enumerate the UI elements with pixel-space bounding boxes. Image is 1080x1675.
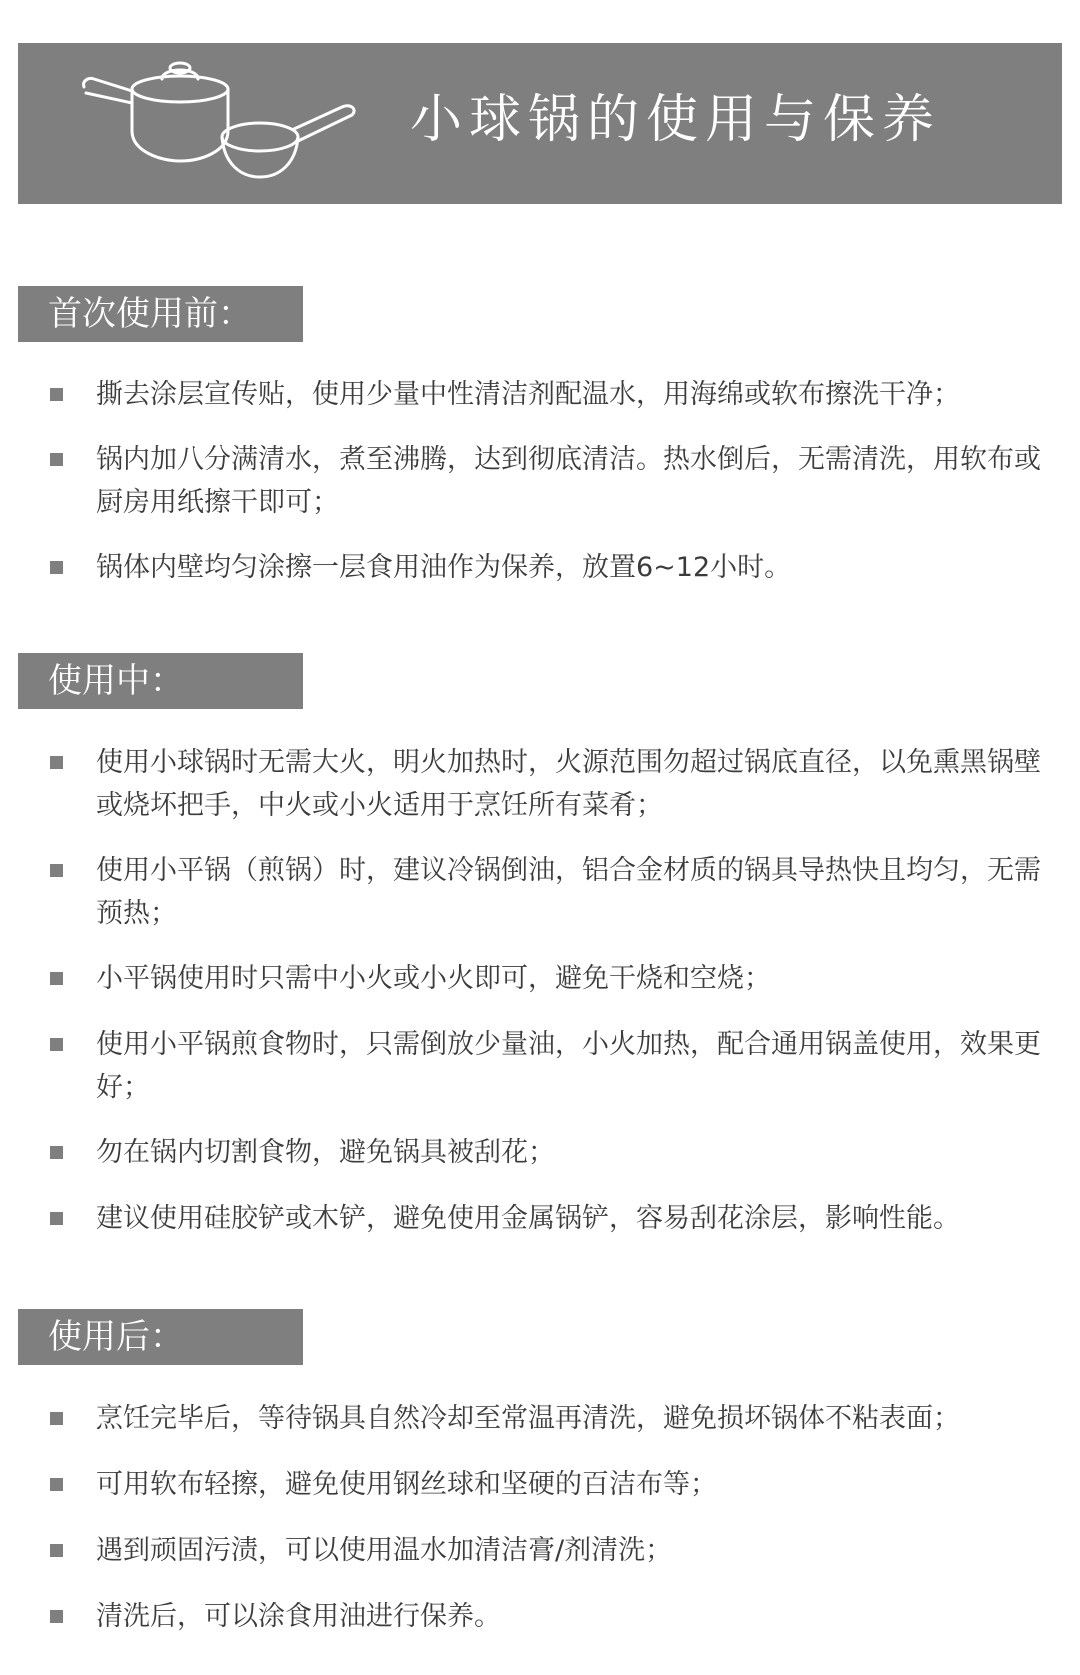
section-before-first-use: [18, 286, 1062, 606]
title-banner: [18, 43, 1062, 204]
square-bullet-icon: [50, 1038, 63, 1051]
list-item: 锅内加八分满清水，煮至沸腾，达到彻底清洁。热水倒后，无需清洗，用软布或厨房用纸擦干即可；: [50, 438, 1040, 524]
square-bullet-icon: [50, 972, 63, 985]
page-title: 小球锅的使用与保养: [410, 90, 942, 150]
square-bullet-icon: [50, 1146, 63, 1159]
square-bullet-icon: [50, 1478, 63, 1491]
square-bullet-icon: [50, 1412, 63, 1425]
section-during-use: [18, 653, 1062, 1253]
list-item: 遇到顽固污渍，可以使用温水加清洁膏/剂清洗；: [50, 1529, 1040, 1572]
list-item: 使用小平锅煎食物时，只需倒放少量油，小火加热，配合通用锅盖使用，效果更好；: [50, 1023, 1040, 1109]
list-item: 使用小球锅时无需大火，明火加热时，火源范围勿超过锅底直径，以免熏黑锅壁或烧坏把手，中火或小火适用于烹饪所有菜肴；: [50, 741, 1040, 827]
list-item: 勿在锅内切割食物，避免锅具被刮花；: [50, 1131, 1040, 1174]
list-item: 烹饪完毕后，等待锅具自然冷却至常温再清洗，避免损坏锅体不粘表面；: [50, 1397, 1040, 1440]
square-bullet-icon: [50, 561, 63, 574]
square-bullet-icon: [50, 1610, 63, 1623]
list-item: 小平锅使用时只需中小火或小火即可，避免干烧和空烧；: [50, 957, 1040, 1000]
section-label: 使用后：: [18, 1309, 303, 1365]
list-item: 可用软布轻擦，避免使用钢丝球和坚硬的百洁布等；: [50, 1463, 1040, 1506]
list-item: 锅体内壁均匀涂擦一层食用油作为保养，放置6~12小时。: [50, 546, 1040, 589]
square-bullet-icon: [50, 453, 63, 466]
section-label: 首次使用前：: [18, 286, 303, 342]
list-item: 建议使用硅胶铲或木铲，避免使用金属锅铲，容易刮花涂层，影响性能。: [50, 1197, 1040, 1240]
square-bullet-icon: [50, 1212, 63, 1225]
cookware-pot-and-pan-icon: [80, 59, 360, 189]
square-bullet-icon: [50, 864, 63, 877]
list-item: 清洗后，可以涂食用油进行保养。: [50, 1595, 1040, 1638]
square-bullet-icon: [50, 388, 63, 401]
square-bullet-icon: [50, 1544, 63, 1557]
section-after-use: [18, 1309, 1062, 1649]
list-item: 撕去涂层宣传贴，使用少量中性清洁剂配温水，用海绵或软布擦洗干净；: [50, 373, 1040, 416]
section-label: 使用中：: [18, 653, 303, 709]
list-item: 使用小平锅（煎锅）时，建议冷锅倒油，铝合金材质的锅具导热快且均匀，无需预热；: [50, 849, 1040, 935]
square-bullet-icon: [50, 756, 63, 769]
